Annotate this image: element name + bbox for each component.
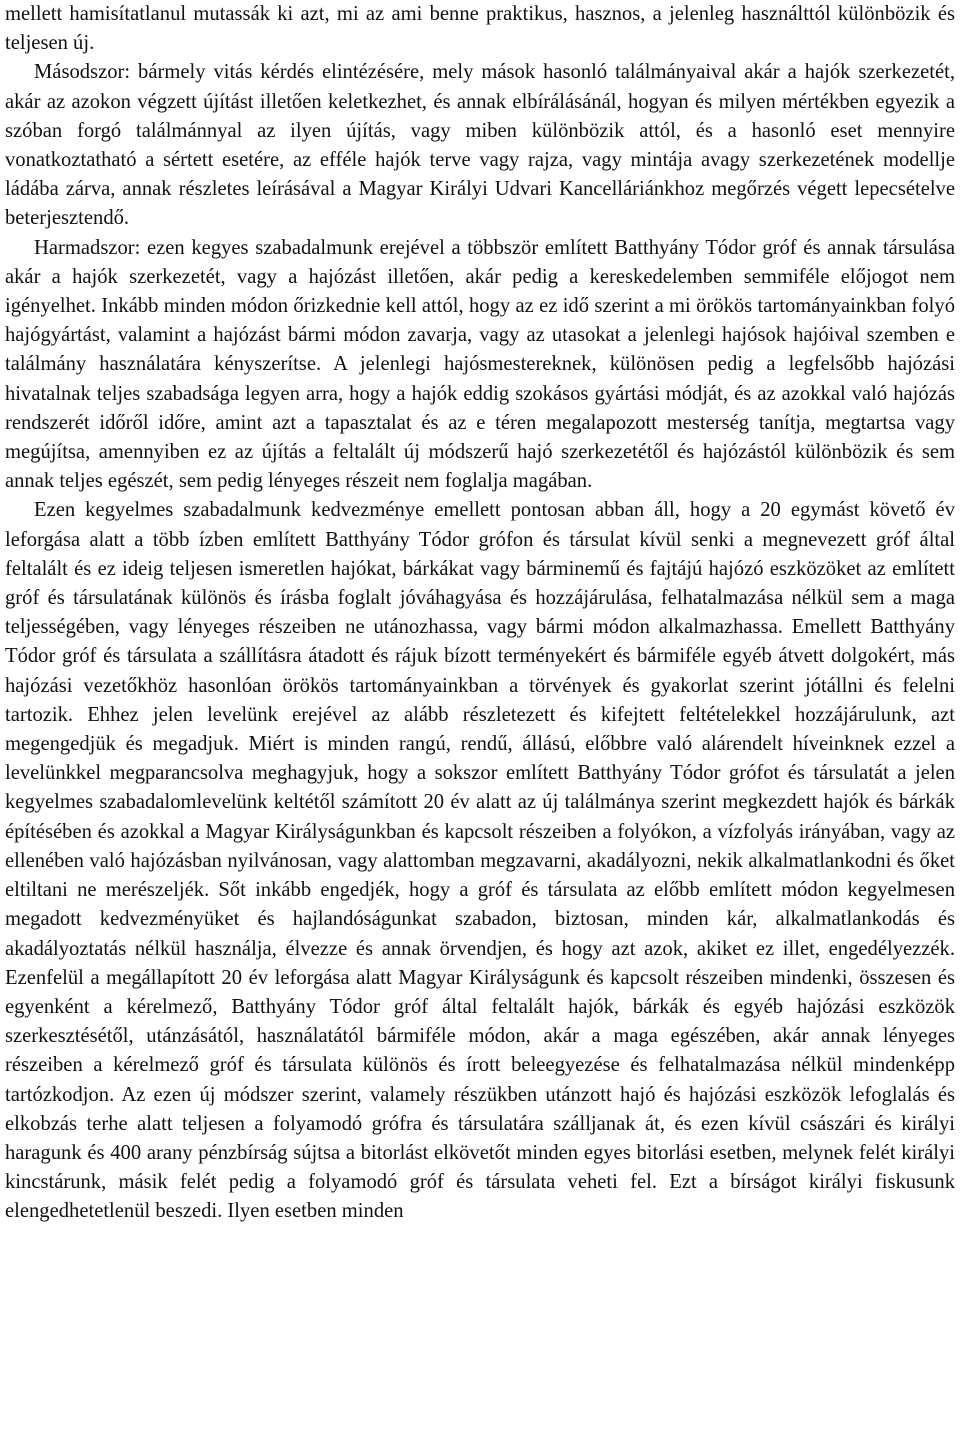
paragraph-masodszor: Másodszor: bármely vitás kérdés elintézésére, mely mások hasonló találmányaival akár a hajók szerkezetét, akár az azokon végzett újítást illetően keletkezhet, és annak elbírálásánál, hogyan és milyen mértékben egyezik a szóban forgó találmánnyal az ilyen újítás, vagy miben különbözik attól, és a hasonló eset mennyire vonatkoztatható a sértett esetére, az efféle hajók terve vagy rajza, vagy mintája avagy szerkezetének modellje ládába zárva, annak részletes leírásával a Magyar Királyi Udvari Kancelláriánkhoz megőrzés végett lepecsételve beterjesztendő. <box>5 61 955 230</box>
paragraph-continuation: mellett hamisítatlanul mutassák ki azt, mi az ami benne praktikus, hasznos, a jelenleg használttól különbözik és teljesen új. <box>5 3 955 55</box>
paragraph-harmadszor: Harmadszor: ezen kegyes szabadalmunk erejével a többször említett Batthyány Tódor gróf és annak társulása akár a hajók szerkezetét, vagy a hajózást illetően, akár pedig a kereskedelemben semmiféle előjogot nem igényelhet. Inkább minden módon őrizkednie kell attól, hogy az ez idő szerint a mi örökös tartományainkban folyó hajógyártást, valamint a hajózást bármi módon zavarja, vagy az utasokat a jelenlegi hajósok hajóival szemben e találmány használatára kényszerítse. A jelenlegi hajósmestereknek, különösen pedig a legfelsőbb hajózási hivatalnak teljes szabadsága legyen arra, hogy a hajók eddig szokásos gyártási módját, és az azokkal való hajózás rendszerét időről időre, amint azt a tapasztalat és az e téren megalapozott mesterség tanítja, megtartsa vagy megújítsa, amennyiben ez az újítás a feltalált új módszerű hajó szerkezetétől és hajózástól különbözik és sem annak teljes egészét, sem pedig lényeges részeit nem foglalja magában. <box>5 236 955 493</box>
paragraph-szabadalom-kedvezmeny: Ezen kegyelmes szabadalmunk kedvezménye emellett pontosan abban áll, hogy a 20 egymást követő év leforgása alatt a több ízben említett Batthyány Tódor grófon és társulat kívül senki a megnevezett gróf által feltalált és ez ideig teljesen ismeretlen hajókat, bárkákat vagy bárminemű és fajtájú hajózó eszközöket az említett gróf és társulatának különös és írásba foglalt jóváhagyása és hozzájárulása, felhatalmazása nélkül sem a maga teljességében, vagy lényeges részeiben ne utánozhassa, vagy bármi módon alkalmazhassa. Emellett Batthyány Tódor gróf és társulata a szállításra átadott és rájuk bízott terményekért és bármiféle egyéb átvett dolgokért, más hajózási vezetőkhöz hasonlóan örökös tartományainkban a törvények és gyakorlat szerint jótállni és felelni tartozik. Ehhez jelen levelünk erejével az alább részletezett és kifejtett feltételekkel hozzájárulunk, azt megengedjük és megadjuk. Miért is minden rangú, rendű, állású, előbbre való alárendelt híveinknek ezzel a levelünkkel megparancsolva meghagyjuk, hogy a sokszor említett Batthyány Tódor grófot és társulatát a jelen kegyelmes szabadalomlevelünk keltétől számított 20 év alatt az új találmánya szerint megkezdett hajók és bárkák építésében és azokkal a Magyar Királyságunkban és kapcsolt részeiben a folyókon, a vízfolyás irányában, vagy az ellenében való hajózásban nyilvánosan, vagy alattomban megzavarni, akadályozni, nekik alkalmatlankodni és őket eltiltani ne merészeljék. Sőt inkább engedjék, hogy a gróf és társulata az előbb említett módon kegyelmesen megadott kedvezményüket és hajlandóságunkat szabadon, biztosan, minden kár, alkalmatlankodás és akadályoztatás nélkül használja, élvezze és annak örvendjen, és hogy azt azok, akiket ez illet, engedélyezzék. Ezenfelül a megállapított 20 év leforgása alatt Magyar Királyságunk és kapcsolt részeiben mindenki, összesen és egyenként a kérelmező, Batthyány Tódor gróf által feltalált hajók, bárkák és egyéb hajózási eszközök szerkesztésétől, utánzásától, használatától bármiféle módon, akár a maga egészében, akár annak lényeges részeiben a kérelmező gróf és társulata különös és írott beleegyezése és felhatalmazása nélkül mindenképp tartózkodjon. Az ezen új módszer szerint, valamely részükben utánzott hajó és hajózási eszközök lefoglalás és elkobzás terhe alatt teljesen a folyamodó grófra és társulatára szálljanak át, és ezen kívül császári és királyi haragunk és 400 arany pénzbírság sújtsa a bitorlást elkövetőt minden egyes bitorlási esetben, melynek felét királyi kincstárunk, másik felét pedig a folyamodó gróf és társulata veheti fel. Ezt a bírságot királyi fiskusunk elengedhetetlenül beszedi. Ilyen esetben minden <box>5 499 955 1223</box>
document-page <box>5 0 955 1227</box>
